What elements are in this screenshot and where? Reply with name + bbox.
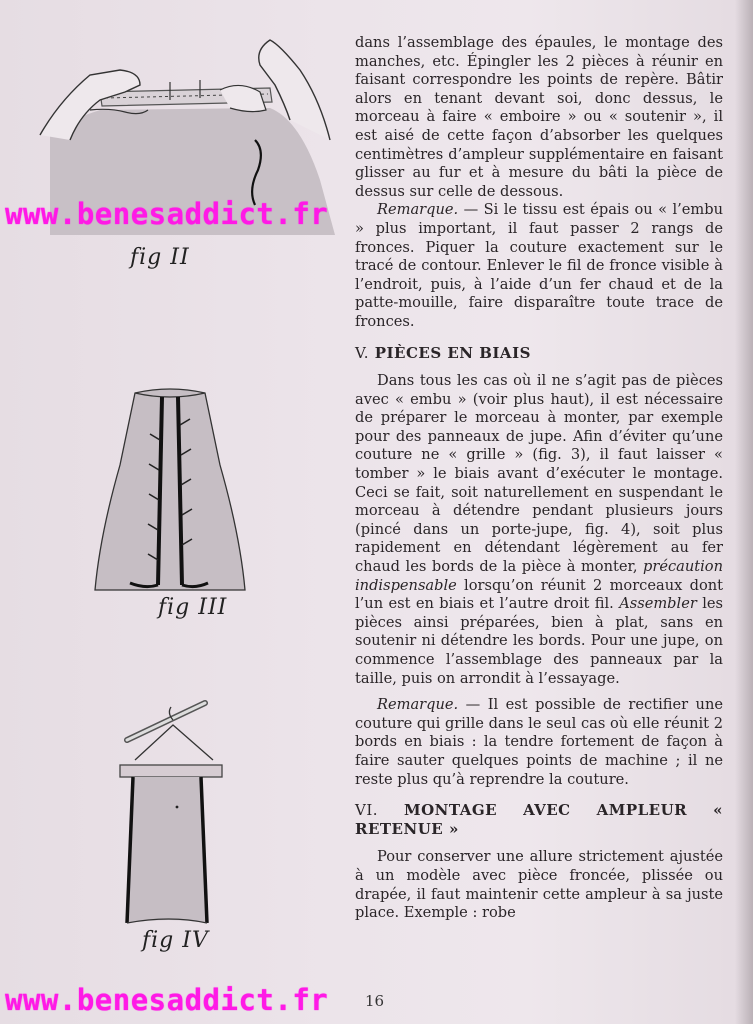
figure-2-label: fig II xyxy=(130,245,190,270)
paragraph-remarque-1 xyxy=(355,201,723,331)
remarque-text-2: — Il est possible de rectifier une couture qui grille dans le seul cas où elle réunit 2 bords en biais : la tendre fortement de façon à faire sauter quelques points de machine ; il ne reste plus qu’à reprendre la couture. xyxy=(355,696,723,788)
biais-text-b: lorsqu’on réunit 2 morceaux dont l’un est en biais et l’autre droit fil. xyxy=(355,576,723,613)
paragraph-remarque-2 xyxy=(355,696,723,789)
biais-text-c: les pièces ainsi préparées, bien à plat, sans en soutenir ni détendre les bords. Pour une jupe, on commence l’assemblage des panneaux par la taille, puis on arrondit à l’essayage. xyxy=(355,595,723,687)
watermark-top: www.benesaddict.fr xyxy=(5,197,329,231)
figure-3-illustration xyxy=(90,385,250,595)
biais-emphasis-2: Assembler xyxy=(619,595,697,613)
section-number-v: V. xyxy=(355,343,369,362)
remarque-label-2: Remarque. xyxy=(377,696,459,714)
biais-text-a: Dans tous les cas où il ne s’agit pas de pièces avec « embu » (voir plus haut), il est nécessaire de préparer le morceau à monter, par exemple pour des panneaux de jupe. Afin d’éviter qu’une couture ne « grille » (fig. 3), il faut laisser « tomber » le biais avant d’exécuter le montage. Ceci se fait, soit naturellement en suspendant le morceau à détendre pendant plusieurs jours (pincé dans un porte-jupe, fig. 4), soit plus rapidement en détendant légèrement au fer chaud les bords de la pièce à monter, xyxy=(355,372,723,576)
remarque-text-1: — Si le tissu est épais ou « l’embu » plus important, il faut passer 2 rangs de fronces. Piquer la couture exactement sur le tracé de contour. Enlever le fil de fronce visible à l’endroit, puis, à l’aide d’un fer chaud et de la patte-mouille, faire disparaître toute trace de fronces. xyxy=(355,201,723,330)
section-heading-v xyxy=(355,344,723,363)
remarque-label-1: Remarque. xyxy=(377,201,459,219)
watermark-bottom: www.benesaddict.fr xyxy=(5,983,329,1017)
body-text-column xyxy=(355,34,723,923)
figure-4-illustration xyxy=(115,695,235,930)
figure-3-label: fig III xyxy=(158,595,228,620)
section-heading-vi xyxy=(355,801,723,838)
page-edge-shadow xyxy=(735,0,753,1024)
section-title-vi: MONTAGE AVEC AMPLEUR « RETENUE » xyxy=(355,801,723,838)
section-title-v: PIÈCES EN BIAIS xyxy=(374,343,531,362)
paragraph-pieces-biais xyxy=(355,372,723,688)
section-number-vi: VI. xyxy=(355,801,379,820)
paragraph-ampleur: Pour conserver une allure strictement ajustée à un modèle avec pièce froncée, plissée ou drapée, il faut maintenir cette ampleur à sa juste place. Exemple : robe xyxy=(355,848,723,922)
figure-4-label: fig IV xyxy=(142,928,209,953)
page-number: 16 xyxy=(365,992,385,1010)
paragraph-assemblage: dans l’assemblage des épaules, le montage des manches, etc. Épingler les 2 pièces à réunir en faisant correspondre les points de repère. Bâtir alors en tenant devant soi, donc dessus, le morceau à faire « emboire » ou « soutenir », il est aisé de cette façon d’absorber les quelques centimètres d’ampleur supplémentaire en faisant glisser au fur et à mesure du bâti la pièce de dessus sur celle de dessous. xyxy=(355,34,723,200)
biais-emphasis-1: précaution indispensable xyxy=(355,558,723,594)
